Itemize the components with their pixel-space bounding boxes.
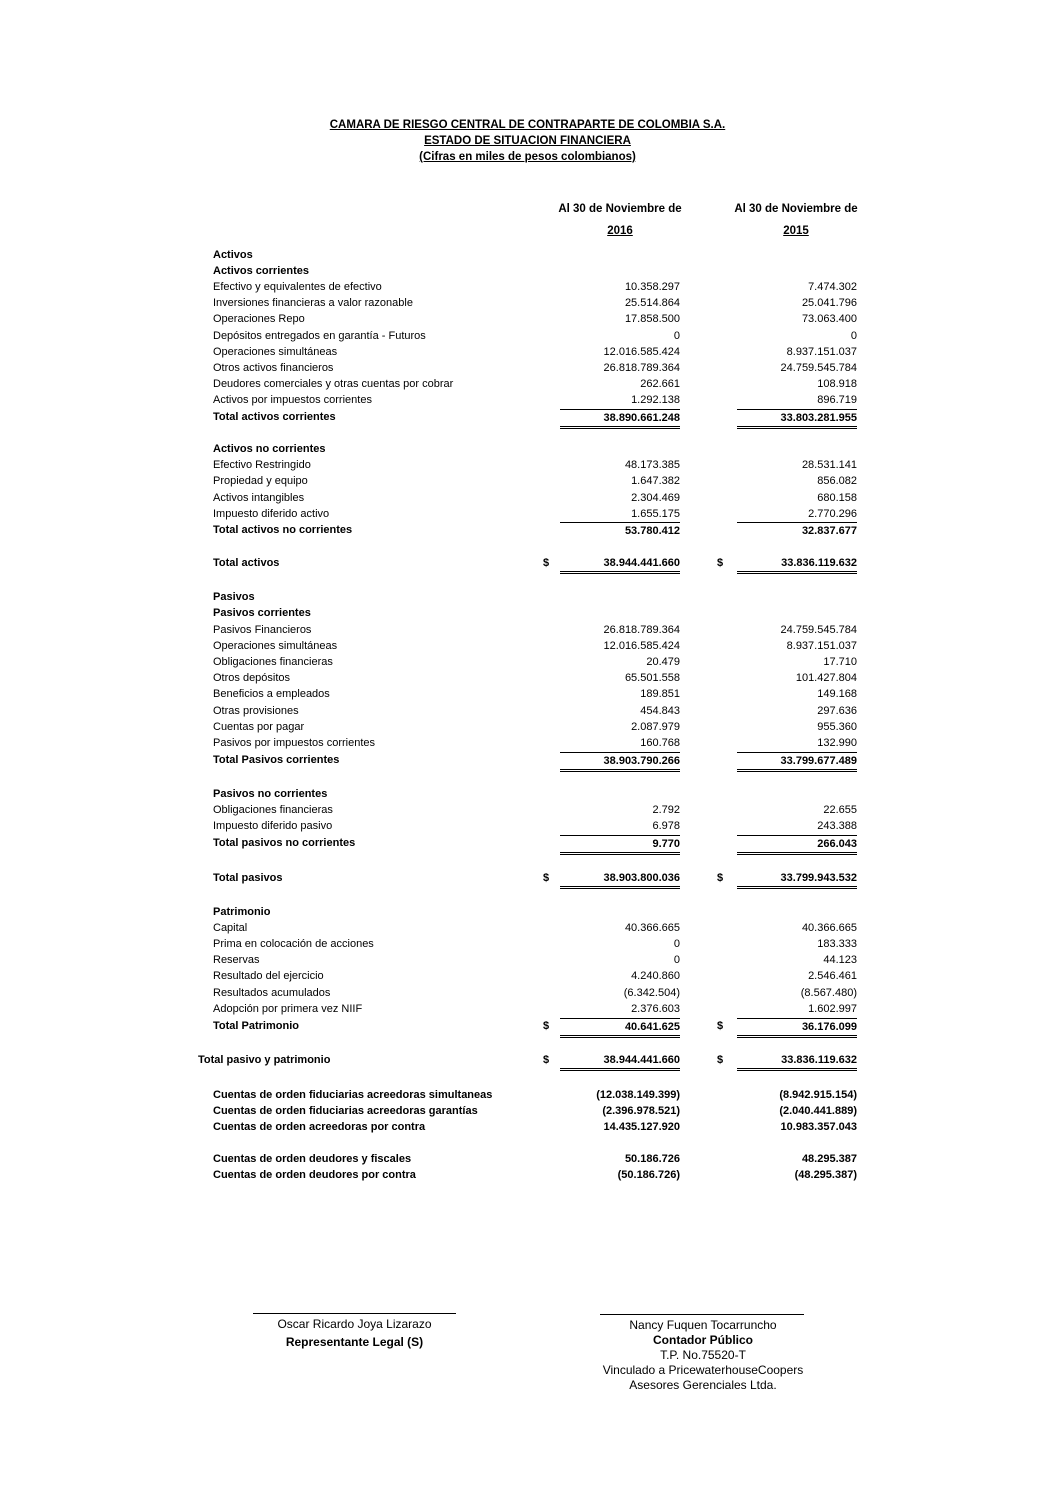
value-2015: 22.655	[823, 804, 857, 816]
table-row	[0, 985, 1058, 1001]
memo-row	[0, 1087, 1058, 1103]
column-header-2015-label: Al 30 de Noviembre de	[734, 203, 858, 215]
table-row	[0, 1001, 1058, 1017]
subsection-activos-corrientes	[0, 263, 1058, 279]
table-row	[0, 920, 1058, 936]
row-label: Cuentas de orden deudores por contra	[213, 1169, 416, 1181]
table-row	[0, 311, 1058, 327]
table-row	[0, 295, 1058, 311]
table-row	[0, 392, 1058, 408]
value-2015: 183.333	[817, 938, 857, 950]
value-2016: 50.186.726	[624, 1153, 680, 1165]
row-label: Pasivos por impuestos corrientes	[213, 737, 376, 749]
row-label: Propiedad y equipo	[213, 475, 308, 487]
value-2015: 33.803.281.955	[737, 409, 857, 429]
currency-symbol: $	[717, 1020, 724, 1032]
value-2015: 8.937.151.037	[786, 640, 857, 652]
value-2016: 2.792	[652, 804, 680, 816]
value-2016: 1.292.138	[631, 394, 680, 406]
table-row	[0, 968, 1058, 984]
table-row	[0, 622, 1058, 638]
value-2016: 1.647.382	[631, 475, 680, 487]
row-label: Obligaciones financieras	[213, 656, 333, 668]
row-label: Adopción por primera vez NIIF	[213, 1003, 363, 1015]
value-2016: 454.843	[640, 705, 680, 717]
value-2015: 2.546.461	[808, 970, 857, 982]
table-row	[0, 473, 1058, 489]
row-label: Impuesto diferido activo	[213, 508, 330, 520]
row-label: Total pasivo y patrimonio	[198, 1054, 331, 1066]
signature-line	[600, 1314, 804, 1315]
value-2016: 38.944.441.660	[560, 555, 680, 574]
section-patrimonio	[0, 904, 1058, 920]
value-2015: 101.427.804	[795, 672, 857, 684]
table-row	[0, 818, 1058, 834]
table-row	[0, 638, 1058, 654]
signer-affiliation: Vinculado a PricewaterhouseCoopers	[602, 1363, 804, 1377]
value-2016: 2.376.603	[631, 1003, 680, 1015]
value-2016: (6.342.504)	[623, 987, 680, 999]
table-row	[0, 376, 1058, 392]
column-header-2016	[550, 198, 690, 242]
value-2015: 856.082	[817, 475, 857, 487]
table-row	[0, 457, 1058, 473]
value-2016: 26.818.789.364	[603, 362, 680, 374]
table-row	[0, 686, 1058, 702]
row-label: Impuesto diferido pasivo	[213, 820, 333, 832]
value-2016: 1.655.175	[631, 508, 680, 520]
value-2016: 40.366.665	[624, 922, 680, 934]
column-header-2016-year: 2016	[607, 225, 633, 237]
row-label: Activos intangibles	[213, 492, 305, 504]
table-row	[0, 952, 1058, 968]
value-2015: 955.360	[817, 721, 857, 733]
section-activos	[0, 247, 1058, 263]
subsection-pasivos-no-corrientes	[0, 786, 1058, 802]
value-2015: 7.474.302	[808, 281, 857, 293]
signature-block-legal-rep	[253, 1313, 456, 1350]
value-2016: 12.016.585.424	[603, 640, 680, 652]
value-2015: 33.799.677.489	[737, 752, 857, 772]
section-pasivos	[0, 589, 1058, 605]
value-2015: 243.388	[817, 820, 857, 832]
row-label: Total activos	[213, 557, 280, 569]
value-2015: 2.770.296	[808, 508, 857, 520]
row-label: Deudores comerciales y otras cuentas por cobrar	[213, 378, 454, 390]
value-2016: (12.038.149.399)	[596, 1089, 680, 1101]
value-2015: 680.158	[817, 492, 857, 504]
table-row	[0, 802, 1058, 818]
value-2015: 24.759.545.784	[780, 362, 857, 374]
table-row	[0, 703, 1058, 719]
table-row	[0, 328, 1058, 344]
value-2015: 36.176.099	[737, 1018, 857, 1038]
value-2015: 44.123	[823, 954, 857, 966]
row-label: Resultado del ejercicio	[213, 970, 324, 982]
table-row	[0, 654, 1058, 670]
value-2015: 73.063.400	[801, 313, 857, 325]
value-2016: 40.641.625	[560, 1018, 680, 1038]
value-2015: 40.366.665	[801, 922, 857, 934]
signature-block-accountant	[592, 1314, 814, 1393]
value-2016: 12.016.585.424	[603, 346, 680, 358]
row-label: Pasivos no corrientes	[213, 788, 328, 800]
company-name: CAMARA DE RIESGO CENTRAL DE CONTRAPARTE DE COLOMBIA S.A.	[329, 119, 726, 131]
value-2015: 1.602.997	[808, 1003, 857, 1015]
row-label: Cuentas de orden fiduciarias acreedoras garantías	[213, 1105, 478, 1117]
value-2016: 0	[673, 330, 680, 342]
memo-row	[0, 1167, 1058, 1183]
value-2015: 108.918	[817, 378, 857, 390]
row-label: Otros depósitos	[213, 672, 291, 684]
row-label: Operaciones Repo	[213, 313, 305, 325]
value-2015: 132.990	[817, 737, 857, 749]
row-label: Total Pasivos corrientes	[213, 754, 340, 766]
row-label: Total Patrimonio	[213, 1020, 299, 1032]
table-row	[0, 344, 1058, 360]
row-label: Depósitos entregados en garantía - Futuros	[213, 330, 426, 342]
row-label: Beneficios a empleados	[213, 688, 330, 700]
value-2015: 28.531.141	[801, 459, 857, 471]
signer-title: Representante Legal (S)	[285, 1335, 424, 1349]
row-label: Prima en colocación de acciones	[213, 938, 374, 950]
value-2016: 189.851	[640, 688, 680, 700]
value-2016: 38.903.800.036	[560, 870, 680, 889]
value-2016: 25.514.864	[624, 297, 680, 309]
value-2015: (48.295.387)	[794, 1169, 857, 1181]
row-label: Capital	[213, 922, 248, 934]
row-label: Pasivos	[213, 591, 255, 603]
value-2015: (2.040.441.889)	[779, 1105, 857, 1117]
value-2016: 38.890.661.248	[560, 409, 680, 429]
value-2016: 65.501.558	[624, 672, 680, 684]
value-2016: 38.903.790.266	[560, 752, 680, 772]
value-2016: 53.780.412	[560, 522, 680, 539]
row-label: Efectivo Restringido	[213, 459, 311, 471]
value-2015: 33.836.119.632	[737, 555, 857, 574]
column-header-2015	[726, 198, 866, 242]
signer-license: T.P. No.75520-T	[660, 1348, 746, 1362]
row-label: Pasivos corrientes	[213, 607, 311, 619]
units-note: (Cifras en miles de pesos colombianos)	[419, 151, 636, 163]
table-row	[0, 735, 1058, 751]
signer-firm: Asesores Gerenciales Ltda.	[629, 1378, 777, 1392]
currency-symbol: $	[543, 557, 550, 569]
row-label: Otros activos financieros	[213, 362, 334, 374]
value-2015: 17.710	[823, 656, 857, 668]
memo-row	[0, 1119, 1058, 1135]
value-2015: 297.636	[817, 705, 857, 717]
table-row	[0, 279, 1058, 295]
currency-symbol: $	[543, 872, 550, 884]
grand-total-row	[0, 1052, 1058, 1068]
value-2016: 38.944.441.660	[560, 1052, 680, 1071]
row-label: Efectivo y equivalentes de efectivo	[213, 281, 382, 293]
row-label: Reservas	[213, 954, 260, 966]
value-2016: 4.240.860	[631, 970, 680, 982]
row-label: Total activos corrientes	[213, 411, 336, 423]
row-label: Inversiones financieras a valor razonable	[213, 297, 413, 309]
value-2015: 8.937.151.037	[786, 346, 857, 358]
currency-symbol: $	[543, 1054, 550, 1066]
value-2015: 33.836.119.632	[737, 1052, 857, 1071]
currency-symbol: $	[543, 1020, 550, 1032]
row-label: Operaciones simultáneas	[213, 346, 338, 358]
value-2015: 33.799.943.532	[737, 870, 857, 889]
row-label: Activos no corrientes	[213, 443, 326, 455]
value-2015: 25.041.796	[801, 297, 857, 309]
grand-total-row	[0, 555, 1058, 571]
table-row	[0, 719, 1058, 735]
value-2016: 6.978	[652, 820, 680, 832]
table-row	[0, 490, 1058, 506]
row-label: Cuentas de orden fiduciarias acreedoras simultaneas	[213, 1089, 493, 1101]
value-2015: 48.295.387	[801, 1153, 857, 1165]
table-row	[0, 360, 1058, 376]
value-2016: (2.396.978.521)	[602, 1105, 680, 1117]
memo-row	[0, 1103, 1058, 1119]
value-2015: (8.942.915.154)	[779, 1089, 857, 1101]
row-label: Resultados acumulados	[213, 987, 331, 999]
grand-total-row	[0, 870, 1058, 886]
row-label: Operaciones simultáneas	[213, 640, 338, 652]
column-header-2015-year: 2015	[783, 225, 809, 237]
value-2016: (50.186.726)	[617, 1169, 680, 1181]
row-label: Obligaciones financieras	[213, 804, 333, 816]
row-label: Patrimonio	[213, 906, 271, 918]
row-label: Activos corrientes	[213, 265, 309, 277]
value-2016: 17.858.500	[624, 313, 680, 325]
row-label: Total pasivos no corrientes	[213, 837, 356, 849]
row-label: Cuentas de orden acreedoras por contra	[213, 1121, 426, 1133]
value-2016: 262.661	[640, 378, 680, 390]
row-label: Activos por impuestos corrientes	[213, 394, 372, 406]
statement-header	[200, 117, 855, 165]
value-2016: 26.818.789.364	[603, 624, 680, 636]
statement-title: ESTADO DE SITUACION FINANCIERA	[424, 135, 631, 147]
column-header-2016-label: Al 30 de Noviembre de	[558, 203, 682, 215]
row-label: Activos	[213, 249, 253, 261]
value-2015: 149.168	[817, 688, 857, 700]
row-label: Otras provisiones	[213, 705, 299, 717]
value-2015: 896.719	[817, 394, 857, 406]
value-2015: 24.759.545.784	[780, 624, 857, 636]
total-row	[0, 522, 1058, 538]
total-row	[0, 752, 1058, 768]
value-2015: 266.043	[737, 835, 857, 855]
signer-name: Nancy Fuquen Tocarruncho	[629, 1318, 777, 1332]
value-2015: 32.837.677	[737, 522, 857, 539]
value-2016: 0	[673, 938, 680, 950]
row-label: Total activos no corrientes	[213, 524, 353, 536]
subsection-activos-no-corrientes	[0, 441, 1058, 457]
table-row	[0, 506, 1058, 522]
value-2016: 9.770	[560, 835, 680, 855]
row-label: Pasivos Financieros	[213, 624, 312, 636]
value-2016: 2.304.469	[631, 492, 680, 504]
subsection-pasivos-corrientes	[0, 605, 1058, 621]
value-2016: 0	[673, 954, 680, 966]
total-row	[0, 835, 1058, 851]
value-2016: 14.435.127.920	[603, 1121, 680, 1133]
value-2015: 0	[850, 330, 857, 342]
value-2015: (8.567.480)	[800, 987, 857, 999]
row-label: Total pasivos	[213, 872, 283, 884]
table-row	[0, 670, 1058, 686]
value-2016: 2.087.979	[631, 721, 680, 733]
currency-symbol: $	[717, 1054, 724, 1066]
value-2016: 20.479	[646, 656, 680, 668]
total-row	[0, 409, 1058, 425]
row-label: Cuentas por pagar	[213, 721, 305, 733]
currency-symbol: $	[717, 872, 724, 884]
table-row	[0, 936, 1058, 952]
signature-line	[253, 1313, 456, 1314]
memo-row	[0, 1151, 1058, 1167]
total-row	[0, 1018, 1058, 1034]
row-label: Cuentas de orden deudores y fiscales	[213, 1153, 412, 1165]
signer-name: Oscar Ricardo Joya Lizarazo	[277, 1317, 432, 1331]
value-2015: 10.983.357.043	[780, 1121, 857, 1133]
value-2016: 48.173.385	[624, 459, 680, 471]
value-2016: 160.768	[640, 737, 680, 749]
signer-title: Contador Público	[653, 1333, 753, 1347]
value-2016: 10.358.297	[624, 281, 680, 293]
currency-symbol: $	[717, 557, 724, 569]
